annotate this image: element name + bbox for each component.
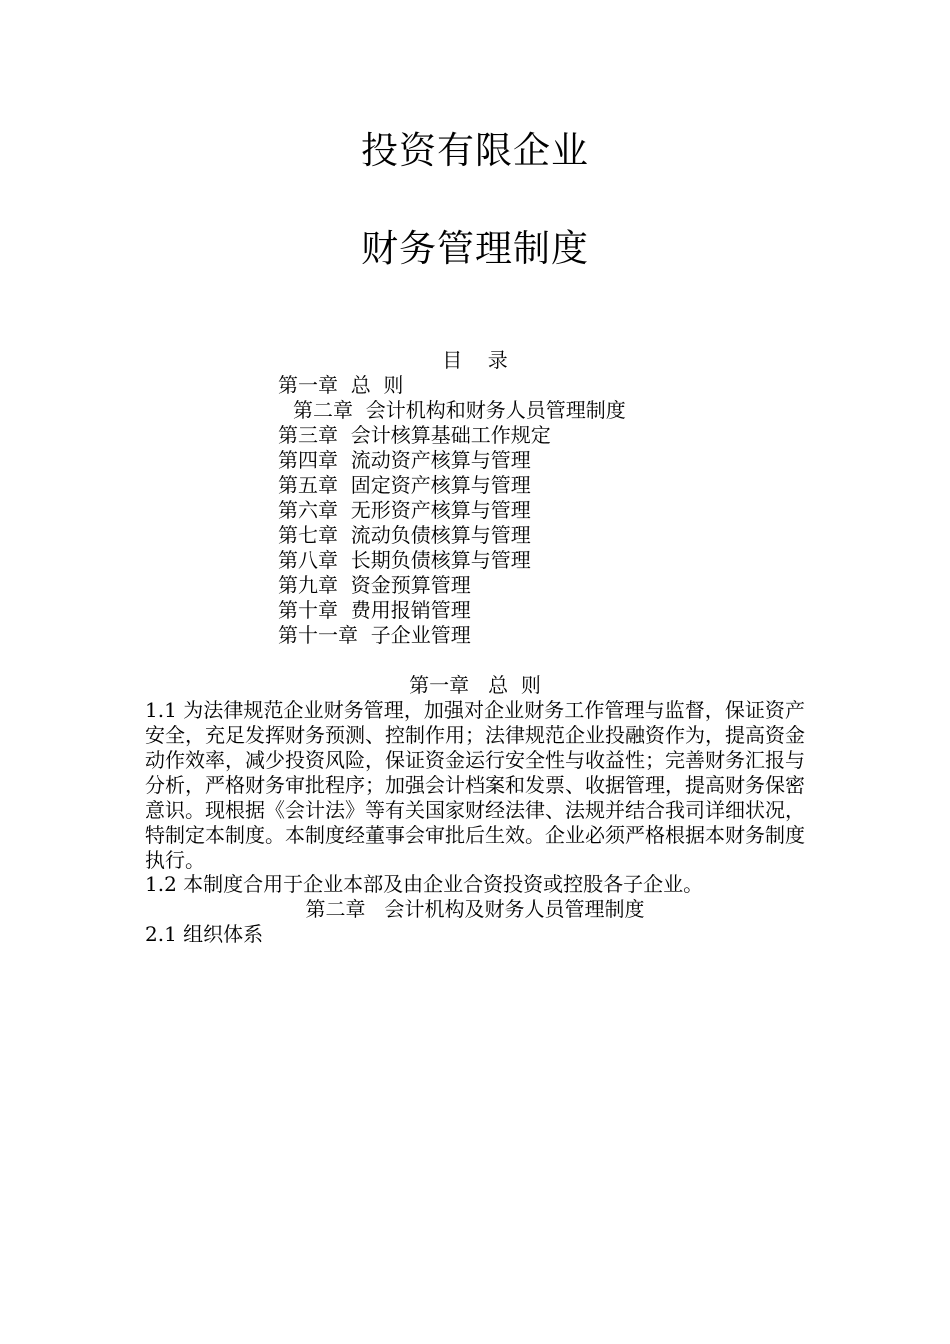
toc-heading: 目 录 xyxy=(442,348,508,372)
document-title-line2: 财务管理制度 xyxy=(361,227,589,270)
chapter-2-heading: 第二章 会计机构及财务人员管理制度 xyxy=(305,897,645,921)
toc-item: 第八章 长期负债核算与管理 xyxy=(278,548,531,572)
toc-item: 第十章 费用报销管理 xyxy=(278,598,471,622)
toc-item: 第二章 会计机构和财务人员管理制度 xyxy=(293,398,626,422)
toc-item: 第三章 会计核算基础工作规定 xyxy=(278,423,551,447)
toc-item: 第十一章 子企业管理 xyxy=(278,623,471,647)
toc-item: 第五章 固定资产核算与管理 xyxy=(278,473,531,497)
paragraph-1-1: 1.1 为法律规范企业财务管理，加强对企业财务工作管理与监督，保证资产安全，充足发挥财务预测、控制作用；法律规范企业投融资作为，提高资金动作效率，减少投资风险，保证资金运行安全性与收益性；完善财务汇报与分析，严格财务审批程序；加强会计档案和发票、收据管理，提高财务保密意识。现根据《会计法》等有关国家财经法律、法规并结合我司详细状况，特制定本制度。本制度经董事会审批后生效。企业必须严格根据本财务制度执行。 xyxy=(145,698,805,872)
table-of-contents xyxy=(278,373,626,648)
paragraph-2-1: 2.1 组织体系 xyxy=(145,922,264,946)
chapter-1-heading: 第一章 总 则 xyxy=(409,673,541,697)
document-title-line1: 投资有限企业 xyxy=(361,129,589,172)
toc-item: 第七章 流动负债核算与管理 xyxy=(278,523,531,547)
toc-item: 第六章 无形资产核算与管理 xyxy=(278,498,531,522)
toc-item: 第四章 流动资产核算与管理 xyxy=(278,448,531,472)
toc-item: 第一章 总 则 xyxy=(278,373,404,397)
toc-item: 第九章 资金预算管理 xyxy=(278,573,471,597)
paragraph-1-2: 1.2 本制度合用于企业本部及由企业合资投资或控股各子企业。 xyxy=(145,872,704,896)
